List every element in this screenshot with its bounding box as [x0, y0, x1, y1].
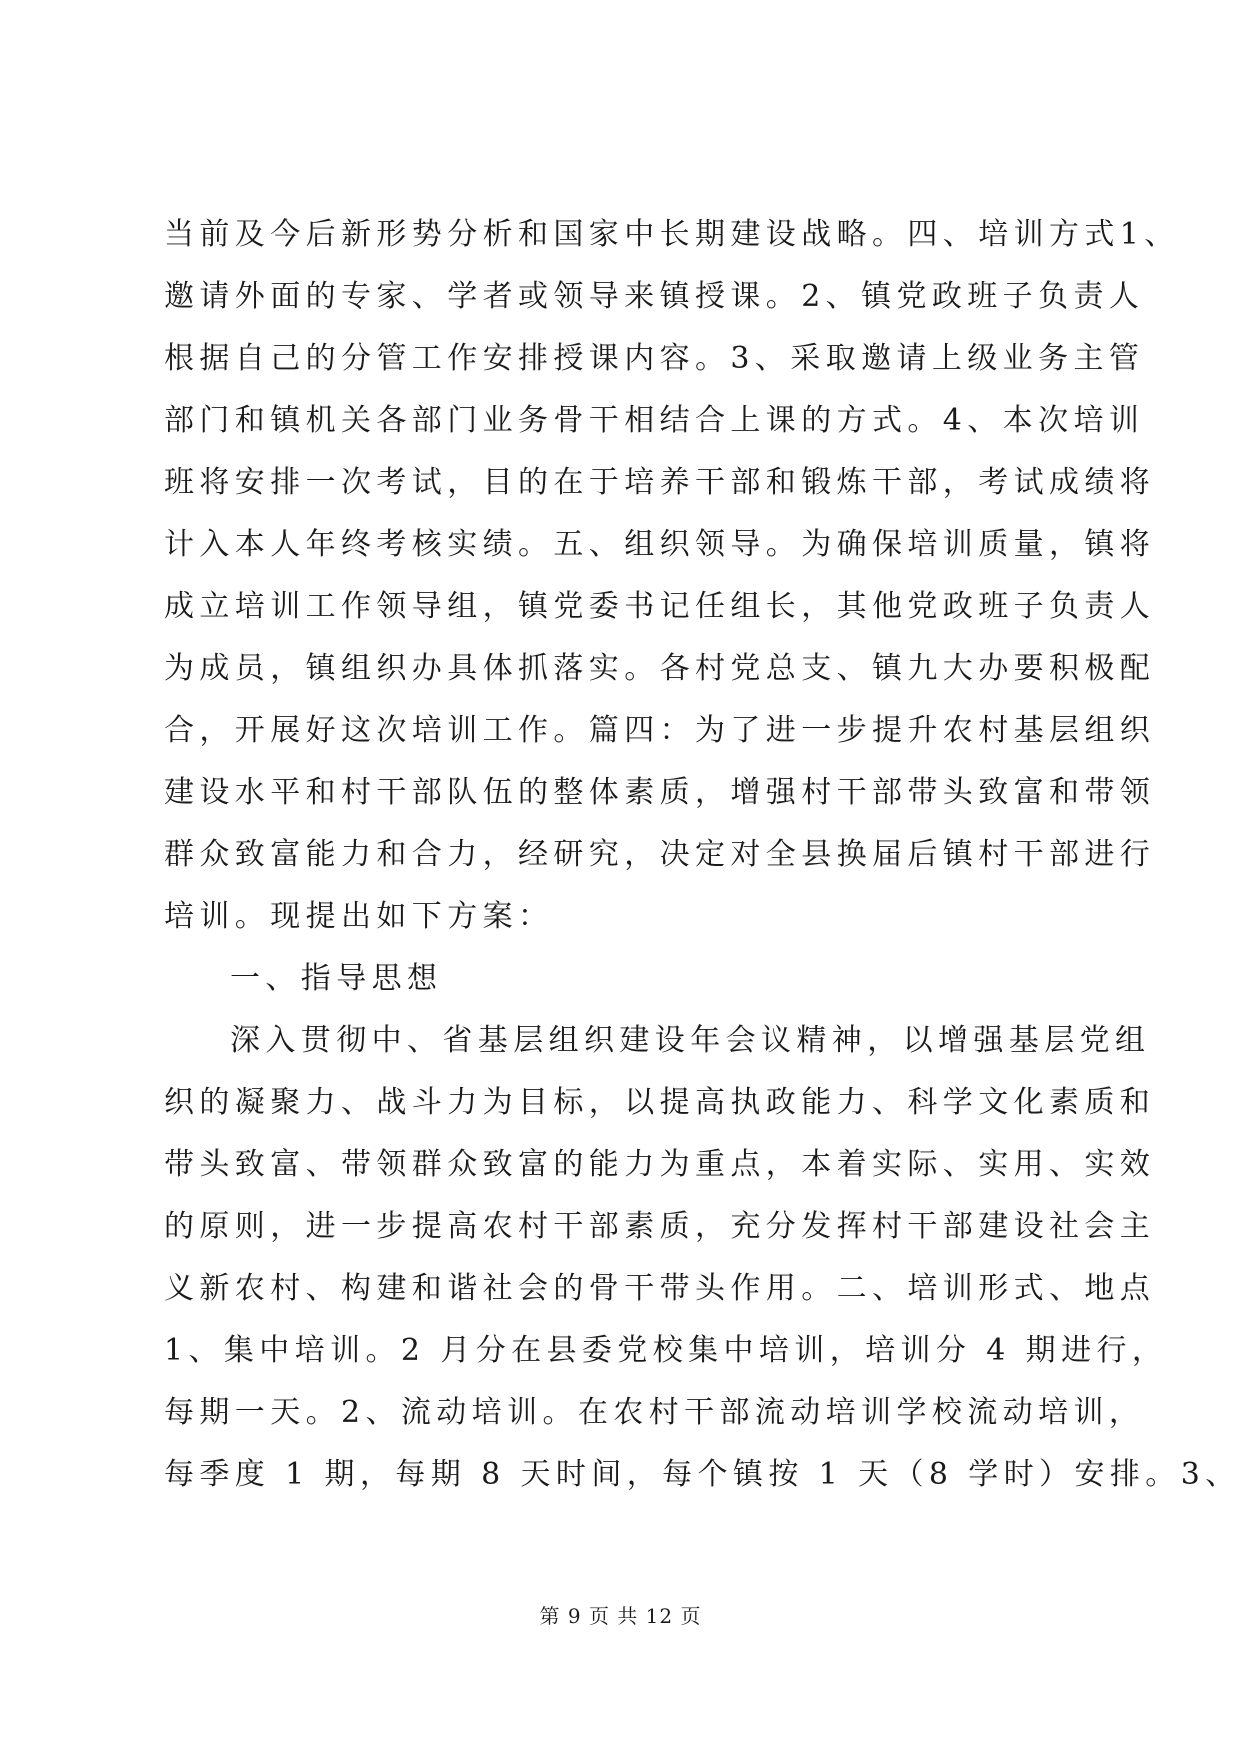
- text-line: 带头致富、带领群众致富的能力为重点，本着实际、实用、实效: [164, 1147, 1156, 1182]
- text-line: 群众致富能力和合力，经研究，决定对全县换届后镇村干部进行: [164, 837, 1156, 872]
- body-text: [164, 204, 1241, 1506]
- text-line: 的原则，进一步提高农村干部素质，充分发挥村干部建设社会主: [164, 1209, 1156, 1244]
- text-line: 班将安排一次考试，目的在于培养干部和锻炼干部，考试成绩将: [164, 465, 1156, 500]
- section-heading: 一、指导思想: [230, 961, 443, 996]
- text-line: 每期一天。2、流动培训。在农村干部流动培训学校流动培训，: [164, 1395, 1145, 1430]
- text-line: 义新农村、构建和谐社会的骨干带头作用。二、培训形式、地点: [164, 1271, 1156, 1306]
- text-line: 根据自己的分管工作安排授课内容。3、采取邀请上级业务主管: [164, 341, 1145, 376]
- text-line: 为成员，镇组织办具体抓落实。各村党总支、镇九大办要积极配: [164, 651, 1156, 686]
- text-line: 邀请外面的专家、学者或领导来镇授课。2、镇党政班子负责人: [164, 279, 1145, 314]
- text-line: 培训。现提出如下方案：: [164, 899, 554, 934]
- text-line: 每季度 1 期，每期 8 天时间，每个镇按 1 天（8 学时）安排。3、: [164, 1457, 1241, 1492]
- page-number-footer: 第 9 页 共 12 页: [539, 1604, 702, 1628]
- text-line: 1、集中培训。2 月分在县委党校集中培训，培训分 4 期进行，: [164, 1333, 1168, 1368]
- text-line: 成立培训工作领导组，镇党委书记任组长，其他党政班子负责人: [164, 589, 1156, 624]
- text-line: 部门和镇机关各部门业务骨干相结合上课的方式。4、本次培训: [164, 403, 1145, 438]
- text-line: 织的凝聚力、战斗力为目标，以提高执政能力、科学文化素质和: [164, 1085, 1156, 1120]
- text-line: 建设水平和村干部队伍的整体素质，增强村干部带头致富和带领: [164, 775, 1156, 810]
- text-line: 当前及今后新形势分析和国家中长期建设战略。四、培训方式1、: [164, 217, 1180, 252]
- text-line: 合，开展好这次培训工作。篇四：为了进一步提升农村基层组织: [164, 713, 1156, 748]
- text-line: 深入贯彻中、省基层组织建设年会议精神，以增强基层党组: [230, 1023, 1151, 1058]
- text-line: 计入本人年终考核实绩。五、组织领导。为确保培训质量，镇将: [164, 527, 1156, 562]
